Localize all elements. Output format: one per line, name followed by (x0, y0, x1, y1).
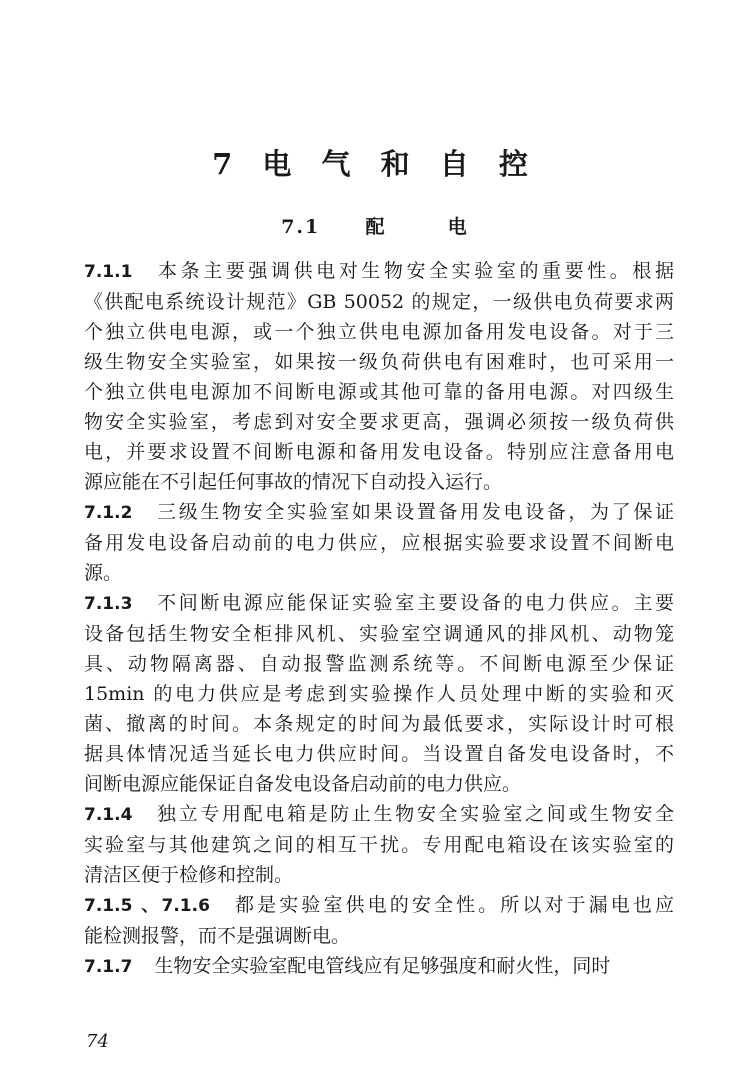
clause-paragraph (84, 588, 674, 799)
line-text: 源。 (84, 562, 123, 584)
text-line (84, 287, 674, 317)
text-line (84, 890, 674, 921)
clause-number: 7.1.2 (84, 503, 133, 523)
line-text: 本条主要强调供电对生物安全实验室的重要性。根据 (154, 260, 674, 282)
line-text: 菌、撤离的时间。本条规定的时间为最低要求，实际设计时可根 (84, 713, 674, 735)
line-text: 不间断电源应能保证实验室主要设备的电力供应。主要 (154, 592, 674, 614)
line-text: 都是实验室供电的安全性。所以对于漏电也应 (231, 894, 674, 916)
section-word-2: 电 (447, 216, 469, 238)
text-line (84, 649, 674, 679)
line-text: 电，并要求设置不间断电源和备用发电设备。特别应注意备用电 (84, 441, 674, 463)
section-word-1: 配 (365, 216, 387, 238)
clause-number: 7.1.5 、7.1.6 (84, 896, 210, 916)
text-line (84, 619, 674, 649)
line-text: 《供配电系统设计规范》GB 50052 的规定，一级供电负荷要求两 (84, 291, 674, 313)
clause-number: 7.1.1 (84, 262, 133, 282)
text-line (84, 709, 674, 739)
text-line (84, 407, 674, 437)
line-text: 间断电源应能保证自备发电设备启动前的电力供应。 (84, 773, 522, 795)
text-line (84, 769, 674, 799)
text-line (84, 921, 674, 951)
clause-paragraph (84, 799, 674, 890)
text-line (84, 437, 674, 467)
text-line (84, 528, 674, 558)
text-line (84, 317, 674, 347)
line-text: 设备包括生物安全柜排风机、实验室空调通风的排风机、动物笼 (84, 623, 674, 645)
line-text: 备用发电设备启动前的电力供应，应根据实验要求设置不间断电 (84, 532, 674, 554)
line-text: 能检测报警，而不是强调断电。 (84, 925, 351, 947)
section-title (0, 212, 750, 239)
section-number: 7.1 (281, 216, 321, 238)
line-text: 生物安全实验室配电管线应有足够强度和耐火性，同时 (154, 955, 611, 977)
line-text: 级生物安全实验室，如果按一级负荷供电有困难时，也可采用一 (84, 351, 674, 373)
line-text: 个独立供电电源，或一个独立供电电源加备用发电设备。对于三 (84, 321, 674, 343)
text-line (84, 256, 674, 287)
line-text: 清洁区便于检修和控制。 (84, 864, 294, 886)
text-line (84, 951, 674, 982)
text-line (84, 347, 674, 377)
text-line (84, 377, 674, 407)
text-line (84, 860, 674, 890)
line-text: 独立专用配电箱是防止生物安全实验室之间或生物安全 (154, 803, 674, 825)
clause-paragraph (84, 951, 674, 982)
clause-paragraph (84, 256, 674, 497)
line-text: 具、动物隔离器、自动报警监测系统等。不间断电源至少保证 (84, 653, 674, 675)
text-line (84, 558, 674, 588)
clause-number: 7.1.7 (84, 957, 133, 977)
line-text: 物安全实验室，考虑到对安全要求更高，强调必须按一级负荷供 (84, 411, 674, 433)
body-text (84, 256, 674, 982)
line-text: 实验室与其他建筑之间的相互干扰。专用配电箱设在该实验室的 (84, 834, 674, 856)
line-text: 据具体情况适当延长电力供应时间。当设置自备发电设备时，不 (84, 743, 674, 765)
line-text: 源应能在不引起任何事故的情况下自动投入运行。 (84, 471, 503, 493)
text-line (84, 467, 674, 497)
line-text: 15min 的电力供应是考虑到实验操作人员处理中断的实验和灭 (84, 683, 674, 705)
text-line (84, 830, 674, 860)
clause-paragraph (84, 890, 674, 951)
text-line (84, 588, 674, 619)
line-text: 三级生物安全实验室如果设置备用发电设备，为了保证 (154, 501, 674, 523)
line-text: 个独立供电电源加不间断电源或其他可靠的备用电源。对四级生 (84, 381, 674, 403)
text-line (84, 799, 674, 830)
text-line (84, 739, 674, 769)
clause-number: 7.1.3 (84, 594, 133, 614)
text-line (84, 497, 674, 528)
text-line (84, 679, 674, 709)
page-number: 74 (86, 1031, 109, 1052)
clause-paragraph (84, 497, 674, 588)
chapter-title: 7 电 气 和 自 控 (212, 147, 538, 181)
clause-number: 7.1.4 (84, 805, 133, 825)
